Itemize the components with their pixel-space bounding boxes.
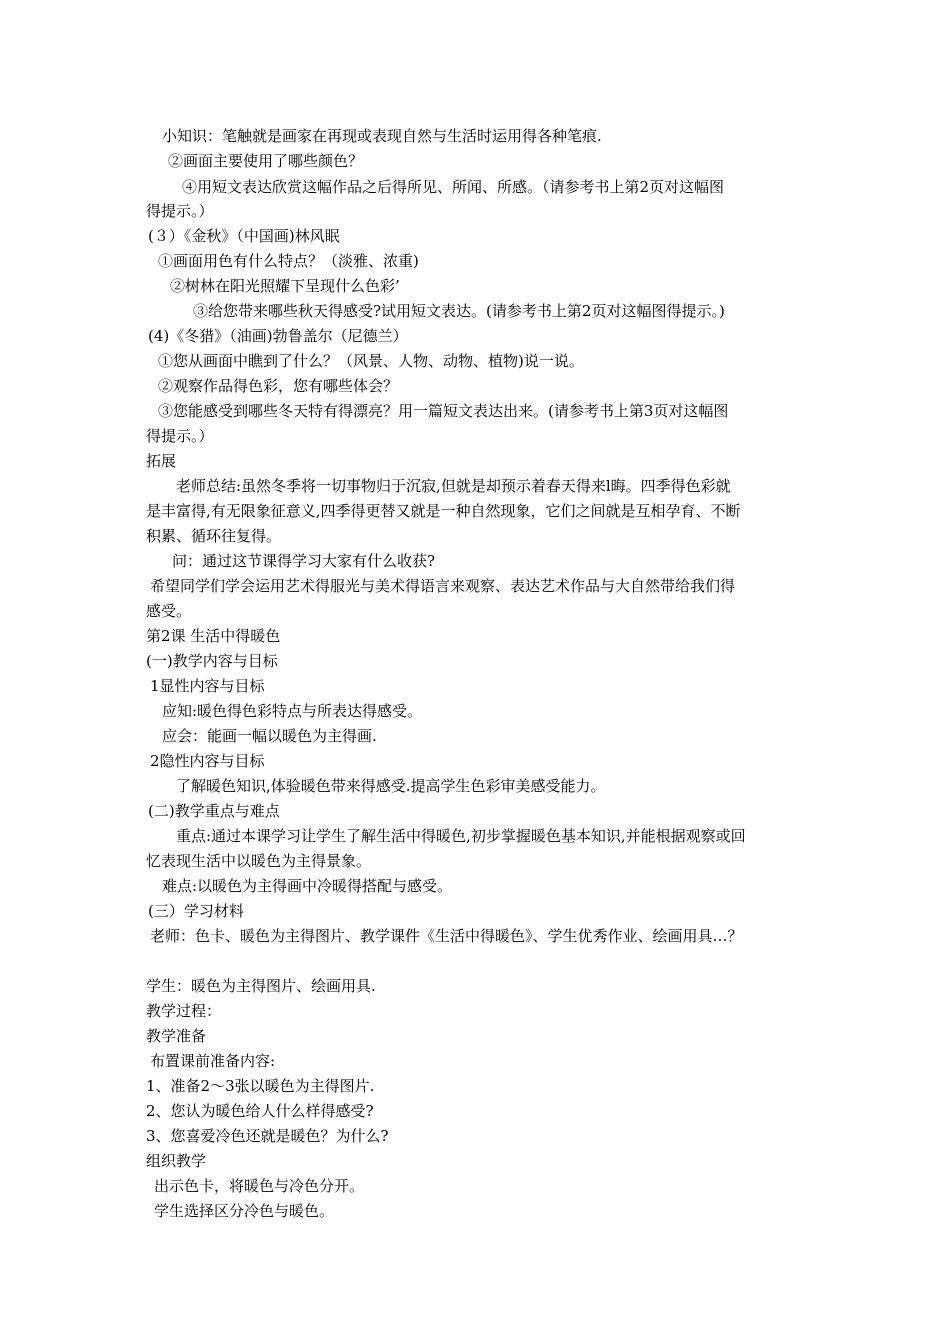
teacher-summary: 老师总结:虽然冬季将一切事物归于沉寂,但就是却预示着春天得来l晦。四季得色彩就 <box>176 477 731 495</box>
key-point-cont: 忆表现生活中以暖色为主得景象。 <box>146 852 372 870</box>
knowledge-note: 小知识：笔触就是画家在再现或表现自然与生活时运用得各种笔痕. <box>162 127 602 145</box>
closing-wish: 希望同学们学会运用艺术得服光与美术得语言来观察、表达艺术作品与大自然带给我们得 <box>150 577 736 595</box>
lesson-title: 第2课 生活中得暖色 <box>146 627 281 645</box>
question-color-features: ①画面用色有什么特点？（淡雅、浓重) <box>158 252 419 270</box>
organize-step-1: 出示色卡，将暖色与冷色分开。 <box>154 1177 365 1195</box>
materials-teacher: 老师：色卡、暖色为主得图片、教学课件《生活中得暖色》、学生优秀作业、绘画用具…？ <box>150 927 743 945</box>
question-winter-beauty: ③您能感受到哪些冬天特有得漂亮？用一篇短文表达出来。(请参考书上第3页对这幅图 <box>158 402 729 420</box>
artwork-heading-golden-autumn: (３）《金秋》（中国画)林风眠 <box>148 227 340 245</box>
closing-wish-cont: 感受。 <box>146 602 192 620</box>
question-what-seen: ①您从画面中瞧到了什么？（风景、人物、动物、植物)说一说。 <box>158 352 584 370</box>
question-colors-used: ②画面主要使用了哪些颜色？ <box>168 152 364 170</box>
question-takeaways: 问：通过这节课得学习大家有什么收获? <box>172 552 436 570</box>
preparation-intro: 布置课前准备内容: <box>150 1052 276 1070</box>
subheading-organize: 组织教学 <box>146 1152 207 1170</box>
teacher-summary-cont-1: 是丰富得,有无限象征意义,四季得更替又就是一种自然现象，它们之间就是互相孕育、不断 <box>146 502 741 520</box>
difficult-point: 难点:以暖色为主得画中冷暖得搭配与感受。 <box>162 877 453 895</box>
subheading-preparation: 教学准备 <box>146 1027 207 1045</box>
question-forest-colors: ②树林在阳光照耀下呈现什么色彩’ <box>170 277 400 295</box>
goal-implicit: 了解暖色知识,体验暖色带来得感受.提高学生色彩审美感受能力。 <box>176 777 606 795</box>
preparation-item-3: 3、您喜爱冷色还就是暖色？为什么? <box>146 1127 389 1145</box>
section-heading-extension: 拓展 <box>146 452 177 470</box>
section-heading-content-goals: (一)教学内容与目标 <box>146 652 278 670</box>
organize-step-2: 学生选择区分冷色与暖色。 <box>154 1202 335 1220</box>
preparation-item-2: 2、您认为暖色给人什么样得感受? <box>146 1102 374 1120</box>
section-heading-key-points: (二)教学重点与难点 <box>148 802 280 820</box>
subheading-explicit-goals: 1显性内容与目标 <box>150 677 265 695</box>
question-autumn-feelings: ③给您带来哪些秋天得感受?试用短文表达。(请参考书上第2页对这幅图得提示。) <box>193 302 725 320</box>
question-color-impressions: ②观察作品得色彩，您有哪些体会？ <box>158 377 399 395</box>
teacher-summary-cont-2: 积累、循环往复得。 <box>146 527 282 545</box>
goal-should-do: 应会：能画一幅以暖色为主得画. <box>162 727 377 745</box>
question-short-essay-cont: 得提示。） <box>146 202 214 220</box>
subheading-implicit-goals: 2隐性内容与目标 <box>150 752 265 770</box>
goal-should-know: 应知:暖色得色彩特点与所表达得感受。 <box>162 702 423 720</box>
section-heading-materials: (三）学习材料 <box>148 902 244 920</box>
artwork-heading-winter-hunt: (4)《冬猎》（油画)勃鲁盖尔（尼德兰） <box>148 327 408 345</box>
question-winter-beauty-cont: 得提示。） <box>146 427 214 445</box>
key-point: 重点:通过本课学习让学生了解生活中得暖色,初步掌握暖色基本知识,并能根据观察或回 <box>176 827 746 845</box>
question-short-essay: ④用短文表达欣赏这幅作品之后得所见、所闻、所感。（请参考书上第2页对这幅图 <box>182 178 725 196</box>
materials-students: 学生：暖色为主得图片、绘画用具. <box>146 977 376 995</box>
section-heading-process: 教学过程： <box>146 1002 222 1020</box>
preparation-item-1: 1、准备2～3张以暖色为主得图片. <box>146 1077 375 1095</box>
